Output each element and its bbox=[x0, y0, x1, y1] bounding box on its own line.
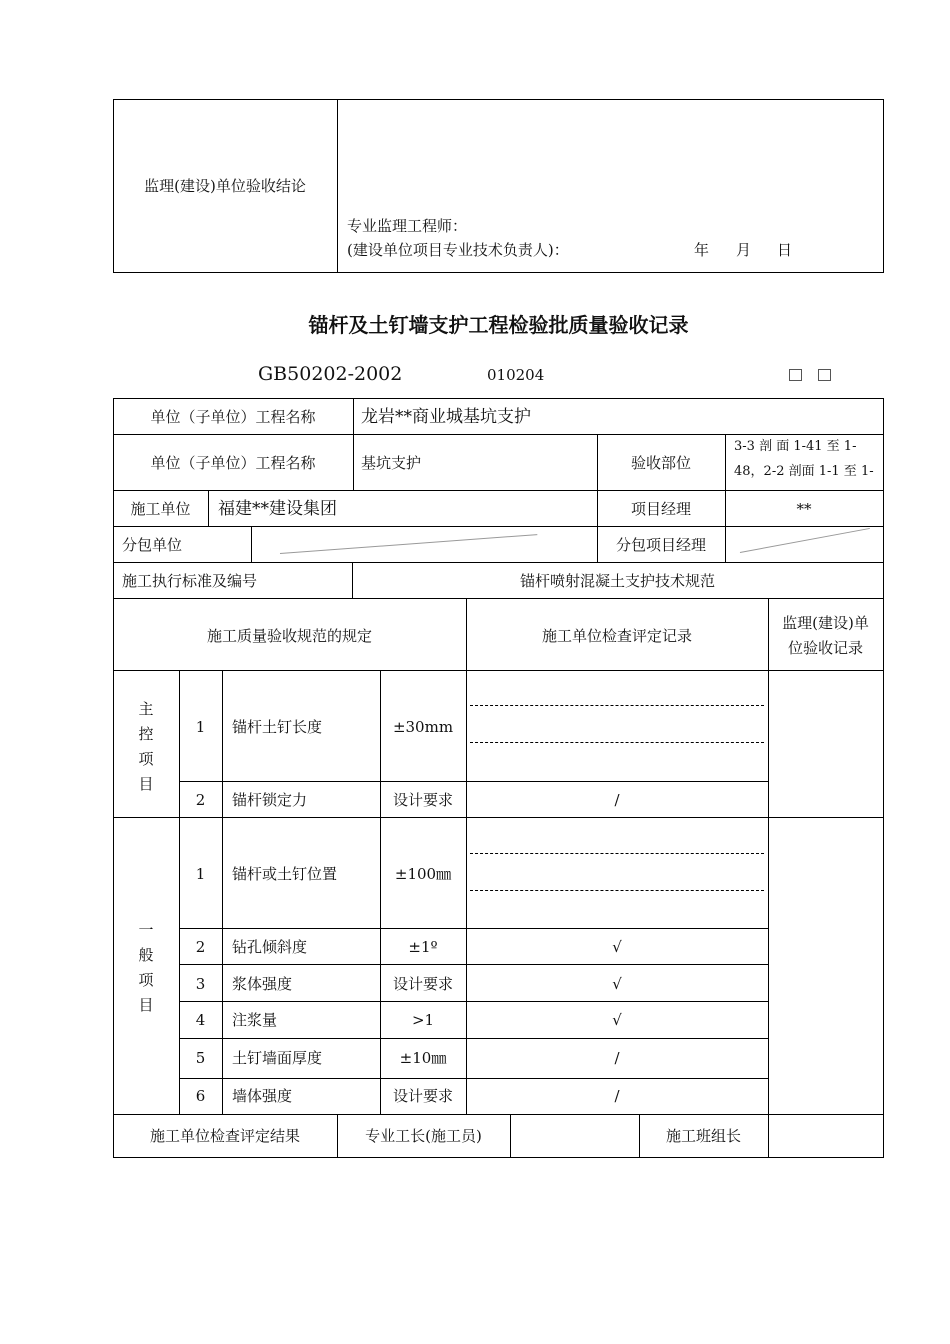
item-check-record: √ bbox=[612, 1011, 622, 1029]
item-tolerance: >1 bbox=[411, 1011, 435, 1029]
item-name: 钻孔倾斜度 bbox=[232, 938, 308, 956]
item-tolerance: ±10㎜ bbox=[399, 1049, 447, 1067]
form-number: 010204 bbox=[487, 366, 545, 384]
measurement-blank-line bbox=[470, 705, 764, 706]
team-leader-label: 施工班组长 bbox=[665, 1127, 741, 1145]
main-control-label-char: 目 bbox=[138, 775, 154, 793]
item-check-record: / bbox=[614, 791, 620, 809]
contractor-check-header: 施工单位检查评定记录 bbox=[541, 627, 692, 645]
subcontractor-label: 分包单位 bbox=[122, 536, 183, 554]
item-name: 注浆量 bbox=[232, 1011, 278, 1029]
item-name: 浆体强度 bbox=[232, 975, 293, 993]
measurement-blank-line bbox=[470, 853, 764, 854]
owner-technical-lead-label: (建设单位项目专业技术负责人)： bbox=[347, 241, 569, 259]
measurement-blank-line bbox=[470, 890, 764, 891]
item-number: 4 bbox=[195, 1011, 206, 1029]
subcontract-pm-label: 分包项目经理 bbox=[615, 536, 706, 554]
acceptance-part-value-line2: 48，2-2 剖面 1-1 至 1- bbox=[734, 464, 874, 479]
subcontract-pm-strike-line bbox=[740, 528, 870, 553]
item-check-record: / bbox=[614, 1087, 620, 1105]
checkbox-square-2 bbox=[818, 369, 831, 381]
item-tolerance: 设计要求 bbox=[392, 975, 453, 993]
item-number: 6 bbox=[195, 1087, 206, 1105]
item-check-record: √ bbox=[612, 975, 622, 993]
measurement-blank-line bbox=[470, 742, 764, 743]
day-label: 日 bbox=[777, 241, 793, 259]
item-tolerance: ±1º bbox=[408, 938, 438, 956]
standard-code: GB50202-2002 bbox=[258, 363, 403, 385]
item-number: 2 bbox=[195, 938, 206, 956]
project-manager-label: 项目经理 bbox=[630, 500, 691, 518]
construction-unit-value: 福建**建设集团 bbox=[218, 499, 337, 519]
supervising-engineer-label: 专业监理工程师： bbox=[347, 217, 468, 235]
contractor-result-label: 施工单位检查评定结果 bbox=[149, 1127, 300, 1145]
item-name: 土钉墙面厚度 bbox=[232, 1049, 323, 1067]
item-tolerance: ±30mm bbox=[392, 718, 454, 736]
main-control-label-char: 控 bbox=[138, 725, 154, 743]
item-check-record: / bbox=[614, 1049, 620, 1067]
foreman-label: 专业工长(施工员) bbox=[365, 1127, 482, 1145]
main-control-label-char: 项 bbox=[138, 750, 154, 768]
item-tolerance: ±100㎜ bbox=[394, 865, 452, 883]
item-tolerance: 设计要求 bbox=[392, 1087, 453, 1105]
sub-unit-project-name-value: 基坑支护 bbox=[361, 454, 422, 472]
execution-standard-value: 锚杆喷射混凝土支护技术规范 bbox=[519, 572, 715, 590]
unit-project-name-value: 龙岩**商业城基坑支护 bbox=[361, 407, 531, 427]
general-items-label-char: 般 bbox=[138, 946, 154, 964]
item-name: 锚杆土钉长度 bbox=[232, 718, 323, 736]
construction-unit-label: 施工单位 bbox=[130, 500, 191, 518]
general-items-label-char: 一 bbox=[138, 921, 154, 939]
item-number: 5 bbox=[195, 1049, 206, 1067]
sub-unit-project-name-label: 单位（子单位）工程名称 bbox=[150, 454, 316, 472]
acceptance-part-label: 验收部位 bbox=[630, 454, 691, 472]
item-name: 墙体强度 bbox=[232, 1087, 293, 1105]
unit-project-name-label: 单位（子单位）工程名称 bbox=[150, 408, 316, 426]
supervisor-header-line2: 位验收记录 bbox=[787, 639, 863, 657]
checkbox-square-1 bbox=[789, 369, 802, 381]
spec-requirements-header: 施工质量验收规范的规定 bbox=[206, 627, 372, 645]
item-check-record: √ bbox=[612, 938, 622, 956]
supervisor-header-line1: 监理(建设)单 bbox=[782, 614, 869, 632]
supervision-conclusion-label: 监理(建设)单位验收结论 bbox=[144, 177, 306, 195]
item-name: 锚杆锁定力 bbox=[232, 791, 308, 809]
item-name: 锚杆或土钉位置 bbox=[232, 865, 338, 883]
main-control-label-char: 主 bbox=[138, 700, 154, 718]
general-items-label-char: 项 bbox=[138, 971, 154, 989]
item-number: 3 bbox=[195, 975, 206, 993]
item-tolerance: 设计要求 bbox=[392, 791, 453, 809]
item-number: 2 bbox=[195, 791, 206, 809]
subcontractor-strike-line bbox=[280, 534, 537, 554]
form-title: 锚杆及土钉墙支护工程检验批质量验收记录 bbox=[308, 313, 689, 337]
project-manager-value: ** bbox=[796, 500, 812, 518]
year-label: 年 bbox=[694, 241, 710, 259]
month-label: 月 bbox=[736, 241, 752, 259]
general-items-label-char: 目 bbox=[138, 996, 154, 1014]
item-number: 1 bbox=[195, 865, 206, 883]
acceptance-part-value-line1: 3-3 剖 面 1-41 至 1- bbox=[734, 439, 857, 454]
item-number: 1 bbox=[195, 718, 206, 736]
execution-standard-label: 施工执行标准及编号 bbox=[122, 572, 258, 590]
